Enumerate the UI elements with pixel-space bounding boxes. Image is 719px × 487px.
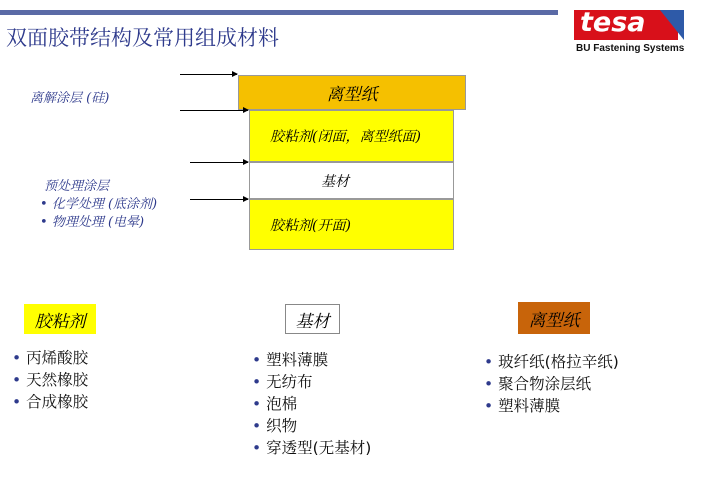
base-material-list (252, 348, 371, 458)
page-title: 双面胶带结构及常用组成材料 (6, 26, 279, 50)
layer-adhesive-closed (249, 110, 454, 162)
logo-subtitle: BU Fastening Systems (576, 43, 685, 54)
list-item: • 玻纤纸(格拉辛纸) (484, 350, 619, 372)
adhesive-material-list (12, 346, 88, 412)
list-item: • 合成橡胶 (12, 390, 88, 412)
header-rule (0, 10, 558, 15)
layer-adhesive-open (249, 199, 454, 250)
logo-brand: tesa (580, 7, 646, 38)
layer-adhesive-closed-label: 胶粘剂(闭面，离型纸面) (270, 129, 421, 145)
list-item: • 天然橡胶 (12, 368, 88, 390)
list-item: • 泡棉 (252, 392, 371, 414)
note-pretreatment-item-text: 物理处理 (电晕) (51, 215, 145, 230)
release-material-list (484, 350, 619, 416)
list-item: • 塑料薄膜 (484, 394, 619, 416)
note-pretreatment-item: • 物理处理 (电晕) (40, 215, 145, 230)
list-item: • 穿透型(无基材) (252, 436, 371, 458)
list-item: • 织物 (252, 414, 371, 436)
arrow-release-bottom (180, 110, 248, 111)
layer-release-paper-label: 离型纸 (326, 85, 378, 105)
layer-base-material (249, 162, 454, 199)
category-base-box (285, 304, 340, 334)
list-item: • 无纺布 (252, 370, 371, 392)
layer-base-material-label: 基材 (321, 173, 349, 190)
note-pretreatment-item: • 化学处理 (底涂剂) (40, 197, 158, 212)
category-base-title: 基材 (295, 311, 330, 332)
layer-release-paper (238, 75, 466, 110)
arrow-pretreat-bottom (190, 199, 248, 200)
arrow-release-top (180, 74, 237, 75)
category-release-title: 离型纸 (528, 310, 580, 331)
list-item: • 聚合物涂层纸 (484, 372, 619, 394)
tesa-logo (574, 7, 685, 58)
category-adhesive-title: 胶粘剂 (34, 311, 86, 332)
category-adhesive-box (24, 304, 96, 334)
arrow-pretreat-top (190, 162, 248, 163)
note-pretreatment-title: 预处理涂层 (44, 179, 110, 194)
layer-adhesive-open-label: 胶粘剂(开面) (270, 217, 351, 234)
category-release-box (518, 302, 590, 334)
note-pretreatment-item-text: 化学处理 (底涂剂) (51, 197, 158, 212)
logo-blue-corner (660, 10, 684, 40)
list-item: • 丙烯酸胶 (12, 346, 88, 368)
note-release-coating: 离解涂层 (硅) (30, 91, 110, 106)
list-item: • 塑料薄膜 (252, 348, 371, 370)
